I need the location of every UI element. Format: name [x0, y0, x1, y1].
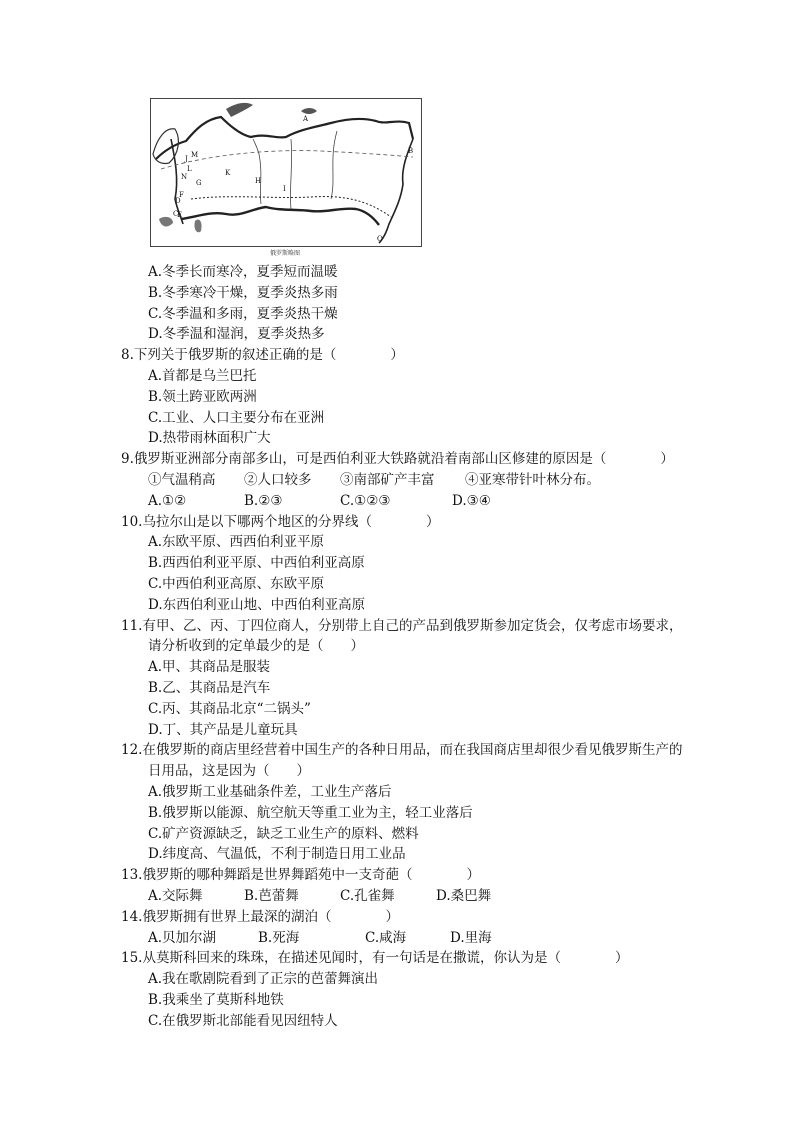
- q7-option-d[interactable]: D.冬季温和湿润，夏季炎热多: [148, 326, 325, 343]
- question-11: [121, 616, 721, 741]
- q15-option-a[interactable]: A.我在歌剧院看到了正宗的芭蕾舞演出: [148, 971, 379, 988]
- map-label-j: J: [185, 155, 188, 163]
- lena-river: [331, 131, 337, 199]
- q12-stem-line2: 日用品，这是因为（ ）: [148, 763, 310, 780]
- question-14: [121, 907, 721, 949]
- q13-option-c[interactable]: C.孔雀舞: [340, 887, 395, 904]
- q8-option-a[interactable]: A.首都是乌兰巴托: [148, 367, 257, 384]
- q10-option-a[interactable]: A.东欧平原、西西伯利亚平原: [148, 534, 325, 551]
- q13-option-b[interactable]: B.芭蕾舞: [244, 887, 299, 904]
- q8-stem: 8.下列关于俄罗斯的叙述正确的是（ ）: [121, 347, 404, 364]
- q14-stem: 14.俄罗斯拥有世界上最深的湖泊（ ）: [121, 908, 399, 925]
- russia-map: [150, 98, 422, 247]
- map-label-c: C: [173, 210, 179, 218]
- q11-option-d[interactable]: D.丁、其产品是儿童玩具: [148, 721, 298, 738]
- map-label-i: I: [283, 185, 286, 193]
- question-12: [121, 740, 721, 865]
- black-sea: [159, 217, 173, 227]
- q13-option-a[interactable]: A.交际舞: [148, 887, 203, 904]
- q7-option-a[interactable]: A.冬季长而寒冷，夏季短而温暖: [148, 264, 338, 280]
- q14-option-b[interactable]: B.死海: [258, 929, 300, 946]
- q9-factor-1: ①气温稍高: [148, 471, 216, 488]
- q9-factor-4: ④亚寒带针叶林分布。: [465, 471, 600, 488]
- q11-option-c[interactable]: C.丙、其商品北京“二锅头”: [148, 700, 311, 717]
- russia-map-drawing: [151, 99, 421, 246]
- map-label-e: E: [177, 211, 183, 219]
- ob-river: [253, 139, 261, 204]
- map-label-n: N: [181, 173, 188, 181]
- q11-option-b[interactable]: B.乙、其商品是汽车: [148, 679, 271, 696]
- question-list: [121, 262, 721, 1031]
- yenisei-river: [290, 139, 291, 209]
- q13-stem: 13.俄罗斯的哪种舞蹈是世界舞蹈苑中一支奇葩（ ）: [121, 867, 480, 884]
- map-label-l: L: [187, 165, 192, 173]
- q14-option-d[interactable]: D.里海: [450, 929, 492, 946]
- q8-option-d[interactable]: D.热带雨林面积广大: [148, 430, 271, 447]
- question-8: [121, 345, 721, 449]
- map-label-g: G: [196, 179, 202, 187]
- arctic-circle: [161, 151, 413, 169]
- question-9: [121, 449, 721, 511]
- q9-options: [121, 491, 721, 512]
- map-label-h: H: [255, 177, 262, 185]
- q14-option-a[interactable]: A.贝加尔湖: [148, 929, 217, 946]
- question-13: [121, 865, 721, 907]
- q14-option-c[interactable]: C.咸海: [365, 929, 407, 946]
- q8-option-c[interactable]: C.工业、人口主要分布在亚洲: [148, 409, 325, 426]
- question-7-options: [121, 262, 721, 345]
- question-15: [121, 948, 721, 1031]
- map-label-d: D: [175, 197, 181, 205]
- novaya-zemlya: [226, 103, 253, 117]
- q12-option-a[interactable]: A.俄罗斯工业基础条件差，工业生产落后: [148, 783, 392, 800]
- q12-option-c[interactable]: C.矿产资源缺乏，缺乏工业生产的原料、燃料: [148, 825, 419, 842]
- q11-stem-line2: 请分析收到的定单最少的是（ ）: [148, 638, 364, 655]
- q7-option-b[interactable]: B.冬季寒冷干燥，夏季炎热多雨: [148, 284, 338, 301]
- q9-option-b[interactable]: B.②③: [244, 492, 283, 509]
- south-border: [181, 207, 379, 225]
- q10-option-b[interactable]: B.西西伯利亚平原、中西伯利亚高原: [148, 555, 365, 572]
- q12-option-d[interactable]: D.纬度高、气温低，不利于制造日用工业品: [148, 846, 406, 863]
- map-label-k: K: [225, 169, 231, 177]
- q9-option-d[interactable]: D.③④: [452, 492, 491, 509]
- q10-option-d[interactable]: D.东西伯利亚山地、中西伯利亚高原: [148, 596, 366, 613]
- map-label-b: B: [408, 147, 414, 155]
- q11-stem-line1: 11.有甲、乙、丙、丁四位商人，分别带上自己的产品到俄罗斯参加定货会，仅考虑市场要求，: [121, 617, 683, 634]
- q9-option-c[interactable]: C.①②③: [340, 492, 391, 509]
- map-label-f: F: [179, 191, 184, 199]
- q7-option-c[interactable]: C.冬季温和多雨，夏季炎热干燥: [148, 305, 338, 322]
- map-label-m: M: [191, 151, 199, 159]
- map-label-a: A: [303, 115, 309, 123]
- q8-option-b[interactable]: B.领土跨亚欧两洲: [148, 388, 257, 405]
- q10-stem: 10.乌拉尔山是以下哪两个地区的分界线（ ）: [121, 513, 440, 530]
- caspian-sea: [194, 219, 201, 232]
- question-10: [121, 512, 721, 616]
- q13-options: [121, 886, 721, 907]
- map-caption: 俄罗斯略图: [269, 250, 300, 257]
- q9-factor-3: ③南部矿产丰富: [340, 471, 435, 488]
- q10-option-c[interactable]: C.中西伯利亚高原、东欧平原: [148, 575, 325, 592]
- q13-option-d[interactable]: D.桑巴舞: [436, 887, 492, 904]
- q15-stem: 15.从莫斯科回来的珠珠，在描述见闻时，有一句话是在撒谎，你认为是（ ）: [121, 950, 629, 967]
- q11-option-a[interactable]: A.甲、其商品是服装: [148, 659, 271, 676]
- q9-stem: 9.俄罗斯亚洲部分南部多山，可是西伯利亚大铁路就沿着南部山区修建的原因是（ ）: [121, 451, 674, 468]
- q15-option-c[interactable]: C.在俄罗斯北部能看见因纽特人: [148, 1012, 338, 1029]
- q14-options: [121, 928, 721, 949]
- severnaya-zemlya: [301, 108, 317, 114]
- q15-option-b[interactable]: B.我乘坐了莫斯科地铁: [148, 991, 284, 1008]
- q9-factor-2: ②人口较多: [244, 471, 312, 488]
- q9-option-a[interactable]: A.①②: [148, 492, 187, 509]
- q9-factors: [121, 470, 721, 491]
- q12-option-b[interactable]: B.俄罗斯以能源、航空航天等重工业为主，轻工业落后: [148, 804, 473, 821]
- map-label-o: O: [377, 235, 383, 243]
- q12-stem-line1: 12.在俄罗斯的商店里经营着中国生产的各种日用品，而在我国商店里却很少看见俄罗斯生产的: [121, 742, 683, 759]
